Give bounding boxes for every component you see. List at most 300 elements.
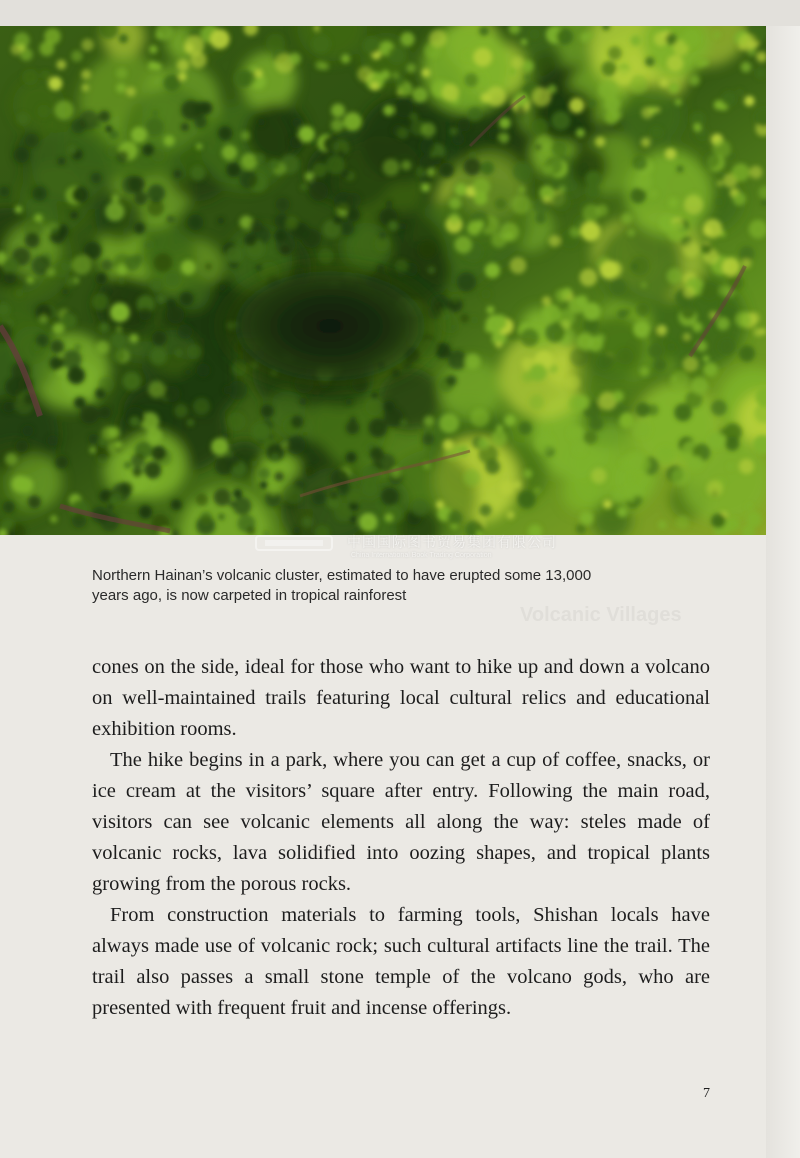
tree-crown [557, 29, 573, 45]
tree-crown [739, 459, 754, 474]
tree-crown [633, 321, 650, 338]
tree-crown [672, 376, 678, 382]
tree-crown [164, 135, 175, 146]
tree-crown [124, 461, 132, 469]
tree-crown [275, 472, 284, 481]
tree-crown [200, 511, 212, 523]
tree-crown [739, 34, 756, 51]
tree-crown [485, 459, 500, 474]
tree-crown [312, 35, 331, 54]
tree-crown [4, 272, 16, 284]
tree-crown [229, 456, 240, 467]
tree-crown [583, 303, 601, 321]
tree-crown [722, 258, 740, 276]
tree-crown [630, 188, 646, 204]
tree-crown [105, 202, 124, 221]
tree-crown [510, 257, 527, 274]
tree-crown [650, 127, 662, 139]
tree-crown [406, 63, 416, 73]
tree-crown [422, 433, 434, 445]
tree-crown [636, 174, 652, 190]
tree-crown [684, 195, 703, 214]
tree-crown [381, 70, 391, 80]
tree-crown [384, 514, 393, 523]
tree-crown [439, 163, 454, 178]
tree-crown [443, 439, 454, 450]
tree-crown [125, 255, 141, 271]
tree-crown [116, 326, 122, 332]
tree-crown [300, 398, 307, 405]
tree-crown [88, 434, 98, 444]
tree-crown [676, 516, 689, 529]
tree-crown [98, 377, 114, 393]
tree-crown [491, 430, 507, 446]
tree-crown [683, 241, 699, 257]
tree-crown [601, 61, 616, 76]
tree-crown [47, 222, 59, 234]
tree-crown [194, 115, 207, 128]
tree-crown [569, 395, 586, 412]
tree-crown [388, 221, 398, 231]
tree-crown [458, 119, 471, 132]
tree-crown [251, 460, 257, 466]
tree-crown [122, 372, 141, 391]
tree-crown [569, 98, 584, 113]
tree-crown [254, 153, 264, 163]
tree-crown [524, 74, 532, 82]
tree-crown [187, 344, 202, 359]
tree-crown [366, 399, 383, 416]
tree-crown [586, 185, 599, 198]
watermark-english-text: China International Book Trading Corporation [351, 552, 492, 559]
tree-crown [460, 314, 469, 323]
tree-crown [455, 236, 472, 253]
tree-crown [689, 75, 700, 86]
tree-crown [701, 282, 719, 300]
tree-crown [211, 438, 228, 455]
tree-crown [28, 495, 41, 508]
caption-line-2: years ago, is now carpeted in tropical rainforest [92, 587, 407, 604]
tree-crown [61, 260, 72, 271]
tree-crown [543, 196, 550, 203]
tree-crown [691, 377, 709, 395]
tree-crown [130, 417, 140, 427]
tree-crown [72, 255, 92, 275]
tree-crown [505, 415, 516, 426]
tree-crown [164, 271, 180, 287]
tree-crown [681, 305, 695, 319]
tree-crown [559, 186, 566, 193]
tree-crown [649, 189, 658, 198]
tree-crown [341, 54, 350, 63]
tree-crown [633, 420, 651, 438]
tree-crown [101, 259, 113, 271]
tree-crown [568, 426, 583, 441]
tree-crown [400, 223, 407, 230]
tree-crown [645, 57, 655, 67]
tree-crown [226, 246, 243, 263]
tree-crown [755, 68, 766, 79]
tree-crown [302, 517, 313, 528]
tree-crown [134, 222, 145, 233]
tree-crown [621, 213, 632, 224]
tree-crown [39, 315, 48, 324]
tree-crown [148, 62, 157, 71]
tree-crown [151, 279, 163, 291]
tree-crown [22, 425, 33, 436]
tree-crown [711, 400, 727, 416]
tree-crown [196, 143, 202, 149]
tree-crown [728, 464, 734, 470]
page-top-edge [0, 0, 800, 26]
tree-crown [58, 369, 64, 375]
tree-crown [17, 477, 33, 493]
tree-crown [384, 408, 403, 427]
tree-crown [98, 437, 108, 447]
tree-crown [177, 59, 189, 71]
tree-crown [448, 350, 467, 369]
tree-crown [61, 313, 77, 329]
tree-crown [489, 129, 500, 140]
tree-crown [131, 454, 145, 468]
tree-crown [226, 163, 241, 178]
tree-crown [704, 363, 718, 377]
tree-crown [261, 404, 274, 417]
tree-crown [289, 136, 302, 149]
tree-crown [641, 107, 653, 119]
tree-crown [269, 486, 278, 495]
paragraph-3: From construction materials to farming tools, Shishan locals have always made use of volcanic rock; such cultural artifacts line the trail. The trail also passes a small stone temple of the volcano gods, who are presented with frequent fruit and incense offerings. [92, 904, 710, 1019]
tree-crown [604, 354, 615, 365]
tree-crown [534, 487, 540, 493]
tree-crown [693, 123, 701, 131]
tree-crown [44, 28, 61, 45]
tree-crown [148, 381, 165, 398]
tree-crown [175, 350, 183, 358]
tree-crown [530, 29, 540, 39]
tree-crown [50, 356, 64, 370]
tree-crown [596, 333, 606, 343]
tree-crown [529, 364, 546, 381]
tree-crown [200, 102, 213, 115]
tree-crown [648, 343, 664, 359]
tree-crown [552, 141, 568, 157]
tree-crown [471, 316, 479, 324]
tree-crown [107, 146, 118, 157]
tree-crown [741, 62, 752, 73]
tree-crown [451, 324, 458, 331]
tree-crown [667, 55, 684, 72]
tree-crown [750, 166, 763, 179]
tree-crown [62, 289, 68, 295]
tree-crown [72, 187, 89, 204]
tree-crown [167, 306, 185, 324]
tree-crown [241, 153, 257, 169]
tree-crown [251, 66, 257, 72]
tree-crown [421, 123, 436, 138]
tree-crown [383, 159, 400, 176]
tree-crown [26, 276, 34, 284]
tree-crown [152, 110, 158, 116]
tree-crown [190, 165, 205, 180]
tree-crown [134, 192, 148, 206]
tree-crown [82, 84, 90, 92]
tree-crown [606, 261, 622, 277]
tree-crown [241, 70, 257, 86]
tree-crown [81, 70, 91, 80]
tree-crown [269, 159, 280, 170]
tree-crown [142, 144, 154, 156]
tree-crown [422, 68, 431, 77]
tree-crown [377, 454, 395, 472]
tree-crown [116, 83, 126, 93]
tree-crown [568, 297, 585, 314]
tree-crown [581, 222, 601, 242]
tree-crown [671, 468, 689, 486]
tree-crown [363, 37, 380, 54]
tree-crown [5, 377, 25, 397]
tree-crown [658, 521, 666, 529]
tree-crown [131, 127, 147, 143]
tree-crown [210, 29, 230, 49]
tree-crown [491, 232, 506, 247]
tree-crown [157, 295, 166, 304]
tree-crown [719, 338, 736, 355]
tree-crown [512, 57, 524, 69]
tree-crown [465, 354, 480, 369]
tree-crown [271, 453, 279, 461]
tree-crown [519, 422, 532, 435]
tree-crown [487, 306, 495, 314]
tree-crown [166, 215, 174, 223]
tree-crown [611, 279, 627, 295]
tree-crown [118, 278, 125, 285]
paragraph-2: The hike begins in a park, where you can get a cup of coffee, snacks, or ice cream at the visitors’ square after entry. Following the main road, visitors can see volcanic elements all along the way: steles made of volcanic rocks, lava solidified into oozing shapes, and tropical plants growing from the porous rocks. [92, 749, 710, 895]
tree-crown [518, 186, 525, 193]
tree-crown [442, 84, 460, 102]
tree-crown [588, 99, 596, 107]
tree-crown [500, 481, 514, 495]
tree-crown [603, 500, 612, 509]
tree-crown [71, 50, 82, 61]
tree-crown [55, 456, 68, 469]
tree-crown [22, 69, 38, 85]
tree-crown [668, 198, 678, 208]
tree-crown [640, 367, 650, 377]
tree-crown [151, 446, 166, 461]
tree-crown [715, 198, 723, 206]
tree-crown [400, 420, 406, 426]
tree-crown [481, 289, 491, 299]
tree-crown [631, 35, 641, 45]
tree-crown [71, 119, 86, 134]
tree-crown [429, 30, 447, 48]
tree-crown [520, 328, 538, 346]
tree-crown [499, 133, 510, 144]
tree-crown [252, 422, 271, 441]
tree-crown [529, 395, 544, 410]
tree-crown [146, 117, 164, 135]
tree-crown [218, 217, 224, 223]
tree-crown [549, 235, 561, 247]
tree-crown [666, 34, 677, 45]
tree-crown [347, 489, 362, 504]
tree-crown [464, 469, 481, 486]
tree-crown [736, 89, 742, 95]
tree-crown [331, 104, 345, 118]
tree-crown [451, 294, 460, 303]
tree-crown [197, 363, 211, 377]
tree-crown [605, 111, 619, 125]
tree-crown [92, 293, 109, 310]
tree-crown [468, 107, 482, 121]
tree-crown [495, 341, 502, 348]
tree-crown [164, 386, 180, 402]
tree-crown [56, 60, 66, 70]
tree-crown [379, 232, 387, 240]
tree-crown [495, 198, 507, 210]
tree-crown [419, 155, 434, 170]
tree-crown [469, 151, 477, 159]
tree-crown [164, 75, 181, 92]
tree-crown [667, 343, 675, 351]
canopy-blob [246, 103, 306, 163]
tree-crown [585, 171, 601, 187]
tree-crown [479, 504, 491, 516]
tree-crown [532, 118, 549, 135]
tree-crown [630, 454, 650, 474]
tree-crown [306, 467, 314, 475]
tree-crown [739, 345, 755, 361]
tree-crown [229, 501, 235, 507]
tree-crown [449, 212, 460, 223]
tree-crown [62, 350, 82, 370]
photo-caption [92, 566, 732, 606]
tree-crown [150, 348, 167, 365]
tree-crown [214, 488, 232, 506]
tree-crown [333, 215, 343, 225]
tree-crown [292, 118, 302, 128]
tree-crown [630, 256, 649, 275]
tree-crown [655, 107, 661, 113]
tree-crown [388, 47, 406, 65]
tree-crown [676, 165, 683, 172]
tree-crown [573, 442, 586, 455]
tree-crown [424, 416, 435, 427]
tree-crown [110, 303, 130, 323]
tree-crown [74, 344, 81, 351]
tree-crown [99, 406, 111, 418]
tree-crown [744, 96, 754, 106]
tree-crown [15, 206, 22, 213]
tree-crown [120, 482, 134, 496]
tree-crown [32, 186, 47, 201]
tree-crown [91, 173, 102, 184]
tree-crown [193, 398, 210, 415]
tree-crown [627, 229, 635, 237]
tree-crown [117, 151, 129, 163]
tree-crown [702, 151, 719, 168]
tree-crown [301, 184, 307, 190]
tree-crown [41, 70, 51, 80]
tree-crown [37, 105, 50, 118]
tree-crown [551, 111, 570, 130]
tree-crown [576, 524, 587, 535]
tree-crown [641, 137, 651, 147]
tree-crown [732, 163, 750, 181]
tree-crown [147, 184, 165, 202]
tree-crown [703, 226, 712, 235]
tree-crown [112, 194, 120, 202]
tree-crown [683, 29, 701, 47]
tree-crown [452, 133, 465, 146]
tree-crown [111, 332, 127, 348]
tree-crown [244, 233, 257, 246]
tree-crown [233, 497, 252, 516]
canopy-blob [547, 88, 596, 137]
tree-crown [583, 204, 601, 222]
tree-crown [171, 499, 182, 510]
tree-crown [703, 356, 709, 362]
tree-crown [81, 39, 93, 51]
tree-crown [542, 425, 549, 432]
tree-crown [457, 272, 477, 292]
tree-crown [412, 87, 428, 103]
watermark-chinese-text: 中国国际图书贸易集团有限公司 [347, 535, 557, 551]
tree-crown [480, 161, 494, 175]
tree-crown [218, 514, 225, 521]
tree-crown [591, 468, 607, 484]
tree-crown [499, 117, 511, 129]
tree-crown [98, 111, 110, 123]
tree-crown [222, 145, 237, 160]
tree-crown [522, 60, 534, 72]
tree-crown [688, 456, 703, 471]
tree-crown [70, 211, 78, 219]
rainforest-crater-photo [0, 26, 766, 535]
tree-crown [636, 303, 650, 317]
tree-crown [634, 495, 643, 504]
tree-crown [184, 36, 204, 56]
tree-crown [735, 311, 752, 328]
tree-crown [669, 83, 679, 93]
tree-crown [51, 340, 65, 354]
tree-crown [258, 468, 270, 480]
tree-crown [518, 490, 534, 506]
tree-crown [674, 404, 692, 422]
tree-crown [224, 386, 232, 394]
bleed-through-heading: Volcanic Villages [520, 604, 682, 626]
tree-crown [359, 513, 378, 532]
tree-crown [473, 48, 492, 67]
tree-crown [222, 433, 229, 440]
tree-crown [464, 73, 478, 87]
tree-crown [107, 504, 114, 511]
tree-crown [707, 480, 723, 496]
tree-crown [154, 253, 173, 272]
tree-crown [239, 170, 257, 188]
tree-crown [521, 39, 527, 45]
tree-crown [110, 348, 125, 363]
tree-crown [542, 296, 552, 306]
caption-line-1: Northern Hainan’s volcanic cluster, estimated to have erupted some 13,000 [92, 567, 592, 584]
tree-crown [397, 127, 409, 139]
tree-crown [233, 489, 242, 498]
tree-crown [287, 436, 306, 455]
tree-crown [714, 32, 721, 39]
tree-crown [346, 208, 360, 222]
tree-crown [580, 511, 594, 525]
